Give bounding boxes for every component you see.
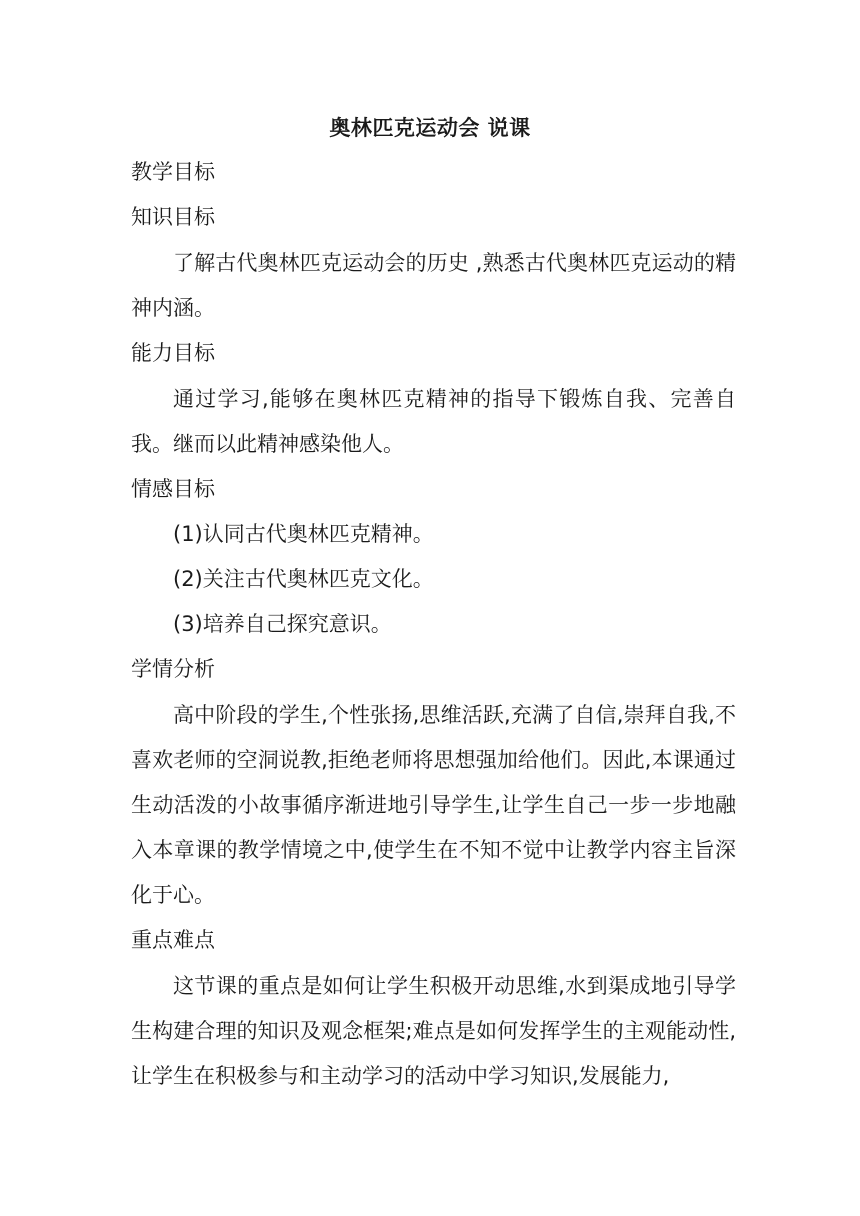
document-title: 奥林匹克运动会 说课 bbox=[329, 116, 531, 140]
heading-knowledge-goal: 知识目标 bbox=[131, 205, 215, 229]
heading-ability-goal: 能力目标 bbox=[131, 341, 215, 365]
heading-emotion-goal: 情感目标 bbox=[131, 477, 215, 501]
heading-key-points: 重点难点 bbox=[131, 928, 215, 952]
paragraph-student-analysis: 高中阶段的学生,个性张扬,思维活跃,充满了自信,崇拜自我,不喜欢老师的空洞说教,拒绝老师将思想强加给他们。因此,本课通过生动活泼的小故事循序渐进地引导学生,让学生自己一步一步地融入本章课的教学情境之中,使学生在不知不觉中让教学内容主旨深化于心。 bbox=[131, 703, 736, 907]
heading-teaching-goals: 教学目标 bbox=[131, 160, 215, 184]
paragraph-knowledge: 了解古代奥林匹克运动会的历史 ,熟悉古代奥林匹克运动的精神内涵。 bbox=[131, 251, 736, 320]
list-item: (3)培养自己探究意识。 bbox=[173, 612, 392, 636]
paragraph-ability: 通过学习,能够在奥林匹克精神的指导下锻炼自我、完善自我。继而以此精神感染他人。 bbox=[131, 387, 736, 456]
paragraph-key-points: 这节课的重点是如何让学生积极开动思维,水到渠成地引导学生构建合理的知识及观念框架;难点是如何发挥学生的主观能动性,让学生在积极参与和主动学习的活动中学习知识,发展能力, bbox=[131, 974, 736, 1088]
list-item: (2)关注古代奥林匹克文化。 bbox=[173, 567, 434, 591]
list-item: (1)认同古代奥林匹克精神。 bbox=[173, 522, 434, 546]
heading-student-analysis: 学情分析 bbox=[131, 657, 215, 681]
